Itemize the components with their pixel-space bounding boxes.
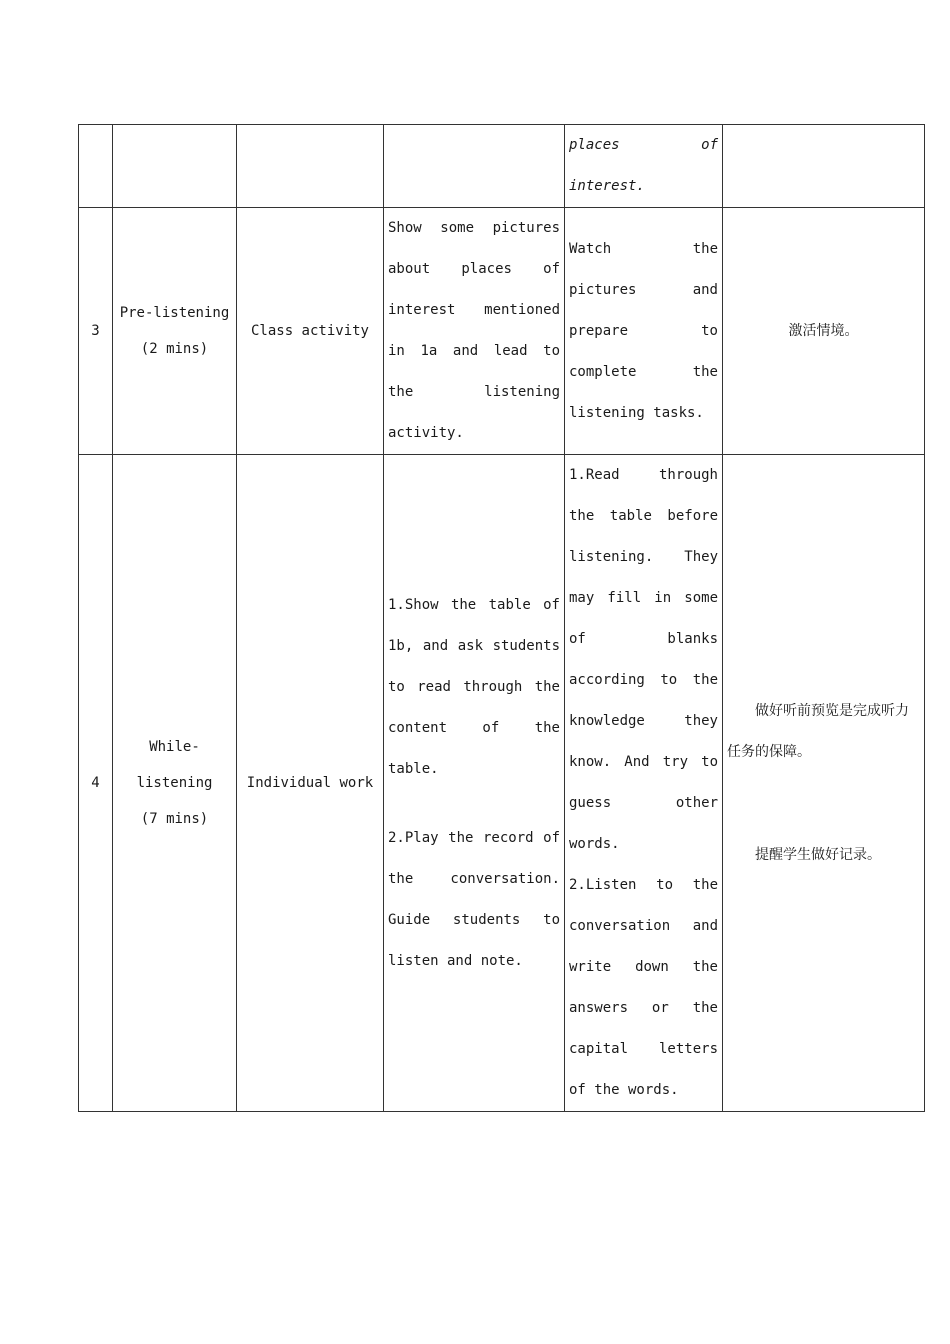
teacher-activity-cell [384, 208, 565, 455]
step-number-cell [79, 208, 113, 455]
student-activity-cell [565, 455, 723, 1112]
stage-cell [113, 455, 237, 1112]
stage-name-line-1: While- [149, 739, 200, 755]
activity-form: Class activity [250, 322, 369, 339]
stage-cell [113, 125, 237, 208]
step-number: 4 [91, 774, 100, 791]
step-number: 3 [91, 322, 100, 339]
step-number-cell [79, 125, 113, 208]
teacher-activity-step-1: 1.Show the table of 1b, and ask students to read through the content of the table. [388, 596, 560, 777]
step-number-cell [79, 455, 113, 1112]
activity-form: Individual work [246, 774, 374, 791]
teacher-activity-step-2: 2.Play the record of the conversation. Guide students to listen and note. [388, 829, 560, 969]
stage-name: Pre-listening [119, 305, 230, 321]
teacher-activity-cell [384, 125, 565, 208]
table-row [79, 455, 925, 1112]
table-row [79, 125, 925, 208]
teacher-activity-text: Show some pictures about places of interest mentioned in 1a and lead to the listening activity. [388, 220, 560, 441]
purpose-cell [723, 125, 925, 208]
table-row [79, 208, 925, 455]
purpose-cell [723, 208, 925, 455]
stage-cell [113, 208, 237, 455]
stage-name-line-2: listening [136, 775, 213, 791]
purpose-text-1: 做好听前预览是完成听力任务的保障。 [727, 702, 909, 760]
form-cell [237, 455, 384, 1112]
form-cell [237, 125, 384, 208]
purpose-text-2: 提醒学生做好记录。 [755, 846, 881, 863]
lesson-plan-table [78, 124, 925, 1112]
stage-duration: (7 mins) [140, 811, 209, 827]
form-cell [237, 208, 384, 455]
student-activity-step-1: 1.Read through the table before listening. They may fill in some of blanks according to the knowledge they know. And try to guess other words. [569, 467, 718, 852]
student-activity-text: places of interest. [569, 137, 718, 194]
student-activity-cell [565, 125, 723, 208]
purpose-text: 激活情境。 [788, 322, 859, 339]
purpose-cell [723, 455, 925, 1112]
student-activity-step-2: 2.Listen to the conversation and write down the answers or the capital letters of the words. [569, 877, 718, 1098]
stage-duration: (2 mins) [140, 341, 209, 357]
student-activity-text: Watch the pictures and prepare to complete the listening tasks. [569, 240, 718, 421]
student-activity-cell [565, 208, 723, 455]
teacher-activity-cell [384, 455, 565, 1112]
